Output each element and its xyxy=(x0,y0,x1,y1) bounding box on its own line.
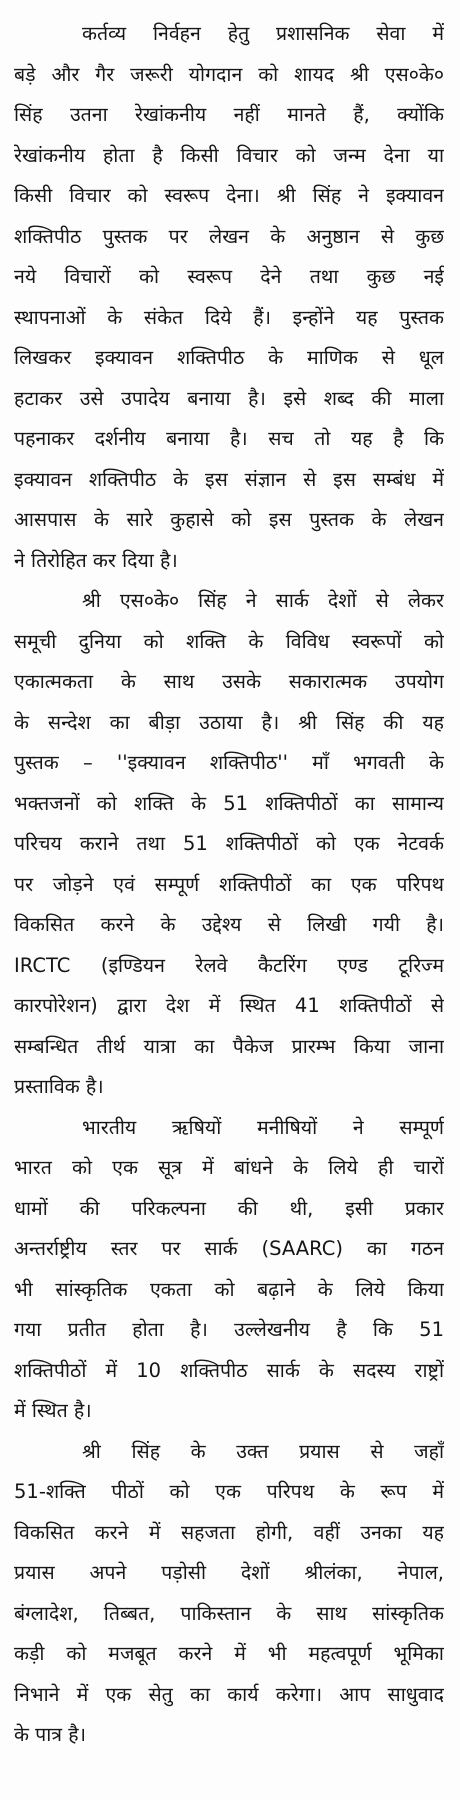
text-line: कर्तव्य निर्वहन हेतु प्रशासनिक सेवा में xyxy=(82,22,444,45)
text-line: ने तिरोहित कर दिया है। xyxy=(14,548,178,572)
text-line: IRCTC (इण्डियन रेलवे कैटरिंग एण्ड टूरिज्म xyxy=(14,953,444,977)
text-line: परिचय कराने तथा 51 शक्तिपीठों को एक नेटवर्क xyxy=(14,832,444,855)
text-line: भारतीय ऋषियों मनीषियों ने सम्पूर्ण xyxy=(82,1115,444,1139)
text-line: बड़े और गैर जरूरी योगदान को शायद श्री एस०के० xyxy=(14,62,444,86)
text-line: शक्तिपीठ पुस्तक पर लेखन के अनुष्ठान से कुछ xyxy=(14,224,444,248)
text-line: प्रयास अपने पड़ोसी देशों श्रीलंका, नेपाल, xyxy=(14,1561,444,1584)
text-line: गया प्रतीत होता है। उल्लेखनीय है कि 51 xyxy=(14,1318,444,1341)
text-line: निभाने में एक सेतु का कार्य करेगा। आप साधुवाद xyxy=(14,1682,444,1706)
text-line: के सन्देश का बीड़ा उठाया है। श्री सिंह की यह xyxy=(14,710,444,734)
text-line: समूची दुनिया को शक्ति के विविध स्वरूपों को xyxy=(14,629,444,653)
text-line: आसपास के सारे कुहासे को इस पुस्तक के लेखन xyxy=(14,508,444,531)
text-line: प्रस्ताविक है। xyxy=(14,1075,104,1098)
paragraph xyxy=(14,14,444,581)
text-line: के पात्र है। xyxy=(14,1723,87,1746)
text-line: बंग्लादेश, तिब्बत, पाकिस्तान के साथ सांस्कृतिक xyxy=(14,1601,444,1625)
text-line: भक्तजनों को शक्ति के 51 शक्तिपीठों का सामान्य xyxy=(14,791,444,815)
text-line: पहनाकर दर्शनीय बनाया है। सच तो यह है कि xyxy=(14,427,444,450)
text-line: पुस्तक – ''इक्यावन शक्तिपीठ'' माँ भगवती के xyxy=(14,751,444,774)
text-line: में स्थित है। xyxy=(14,1399,92,1422)
text-line: पर जोड़ने एवं सम्पूर्ण शक्तिपीठों का एक परिपथ xyxy=(14,872,444,896)
text-line: हटाकर उसे उपादेय बनाया है। इसे शब्द की माला xyxy=(14,386,444,410)
paragraph xyxy=(14,581,444,1108)
text-line: किसी विचार को स्वरूप देना। श्री सिंह ने इक्यावन xyxy=(14,184,444,207)
document-body xyxy=(14,14,444,1756)
text-line: धामों की परिकल्पना की थी, इसी प्रकार xyxy=(14,1196,444,1220)
text-line: विकसित करने के उद्देश्य से लिखी गयी है। xyxy=(14,913,444,936)
text-line: शक्तिपीठों में 10 शक्तिपीठ सार्क के सदस्य राष्ट्रों xyxy=(14,1358,444,1382)
text-line: श्री एस०के० सिंह ने सार्क देशों से लेकर xyxy=(82,589,444,612)
text-line: भारत को एक सूत्र में बांधने के लिये ही चारों xyxy=(14,1156,444,1179)
text-line: अन्तर्राष्ट्रीय स्तर पर सार्क (SAARC) का गठन xyxy=(14,1237,444,1260)
text-line: सम्बन्धित तीर्थ यात्रा का पैकेज प्रारम्भ किया जाना xyxy=(14,1034,444,1058)
text-line: कड़ी को मजबूत करने में भी महत्वपूर्ण भूमिका xyxy=(14,1642,444,1665)
text-line: सिंह उतना रेखांकनीय नहीं मानते हैं, क्योंकि xyxy=(14,103,444,126)
text-line: श्री सिंह के उक्त प्रयास से जहाँ xyxy=(82,1439,444,1463)
text-line: इक्यावन शक्तिपीठ के इस संज्ञान से इस सम्बंध में xyxy=(14,467,444,491)
text-line: विकसित करने में सहजता होगी, वहीं उनका यह xyxy=(14,1520,444,1544)
paragraph xyxy=(14,1432,444,1756)
text-line: लिखकर इक्यावन शक्तिपीठ के माणिक से धूल xyxy=(14,346,444,369)
text-line: 51-शक्ति पीठों को एक परिपथ के रूप में xyxy=(14,1480,444,1503)
text-line: एकात्मकता के साथ उसके सकारात्मक उपयोग xyxy=(14,670,444,693)
text-line: भी सांस्कृतिक एकता को बढ़ाने के लिये किया xyxy=(14,1277,444,1301)
text-line: कारपोरेशन) द्वारा देश में स्थित 41 शक्तिपीठों से xyxy=(14,994,444,1017)
paragraph xyxy=(14,1108,444,1432)
text-line: नये विचारों को स्वरूप देने तथा कुछ नई xyxy=(14,265,444,288)
text-line: स्थापनाओं के संकेत दिये हैं। इन्होंने यह पुस्तक xyxy=(14,305,444,329)
text-line: रेखांकनीय होता है किसी विचार को जन्म देना या xyxy=(14,143,444,167)
